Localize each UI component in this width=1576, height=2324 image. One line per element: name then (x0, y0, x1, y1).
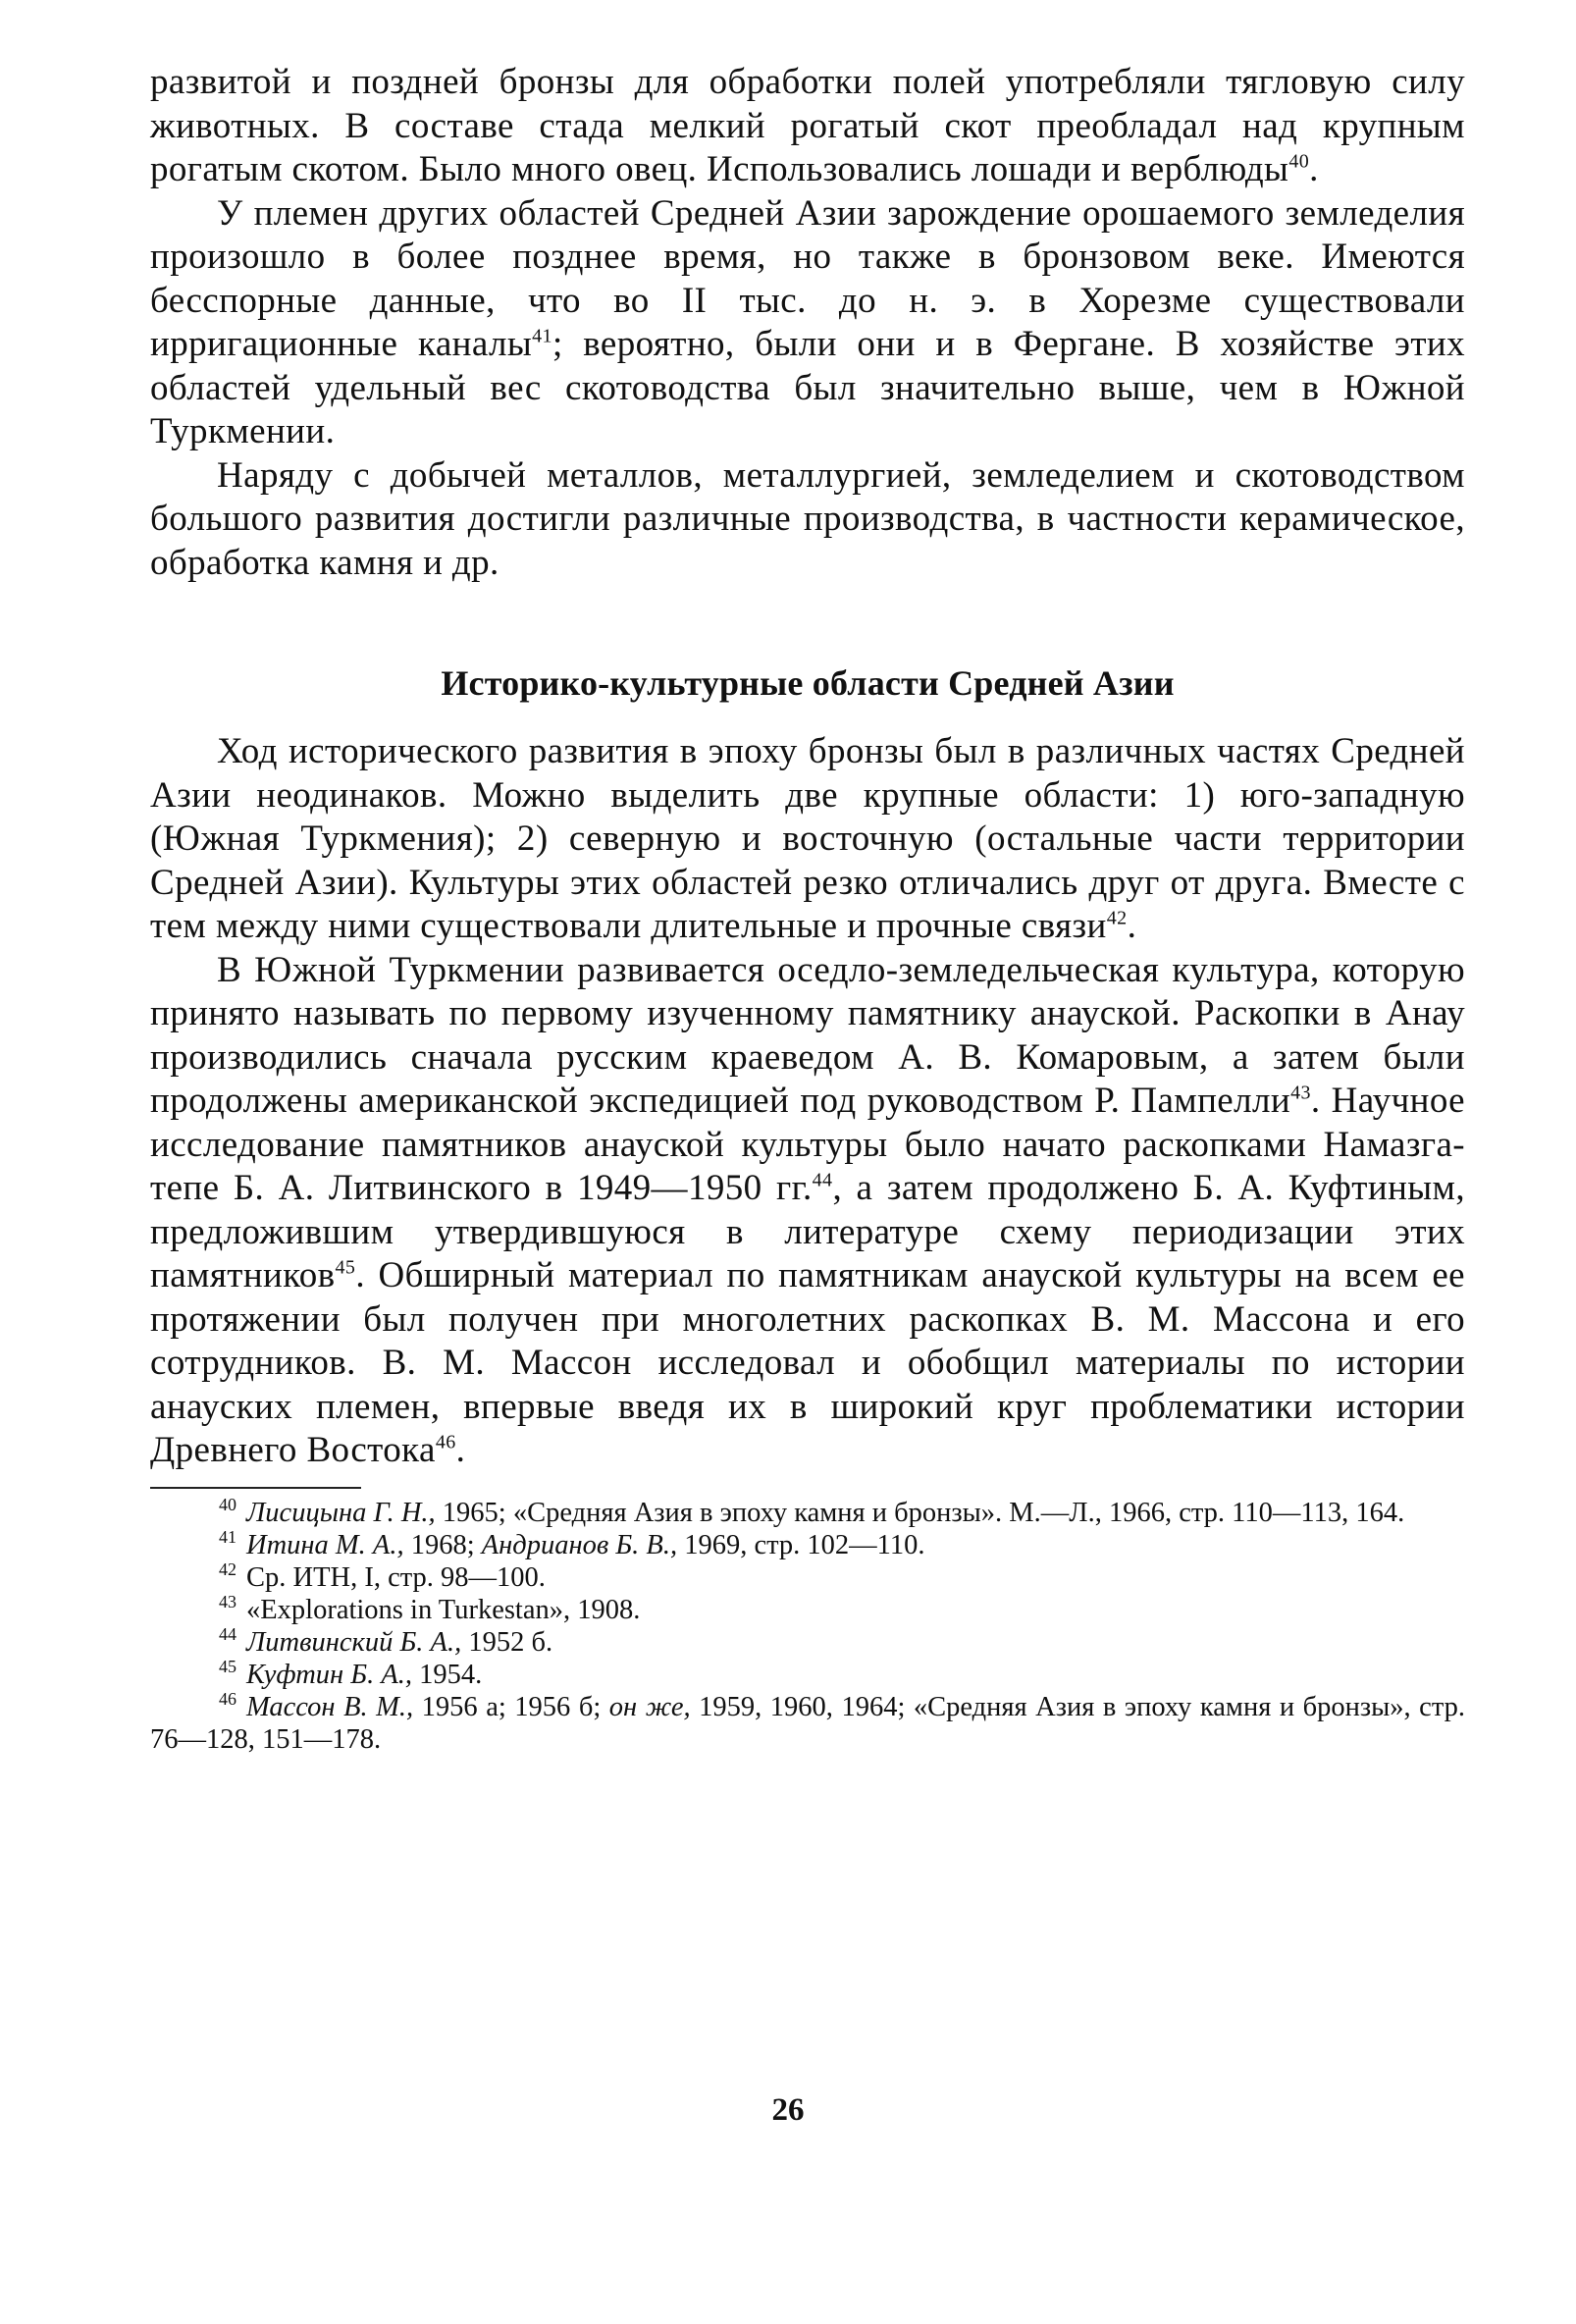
footnote-ref-44[interactable]: 44 (812, 1169, 833, 1191)
footnote-text: 1952 б. (461, 1626, 553, 1658)
footnote-ref-42[interactable]: 42 (1106, 907, 1128, 929)
footnote-author: Литвинский Б. А., (246, 1626, 462, 1658)
footnote-text-2: 1969, стр. 102—110. (677, 1529, 925, 1560)
footnote-author: Массон В. М., (246, 1691, 414, 1722)
footnote-number: 41 (219, 1527, 236, 1547)
footnote-author-2: он же, (608, 1691, 691, 1722)
footnote-number: 45 (219, 1657, 236, 1676)
footnote-ref-41[interactable]: 41 (532, 325, 552, 347)
paragraph-5-text-d: . Обширный материал по памятникам анауской культуры на всем ее протяжении был получен при многолетних раскопках В. М. Массона и его сотрудников. В. М. Массон исследовал и обобщил материалы по истории анауских племен, впервые введя их в широкий круг проблематики истории Древнего Востока (150, 1255, 1465, 1470)
footnote-46 (150, 1691, 1465, 1756)
paragraph-5-text-c: , а затем продолжено Б. А. Куфтиным, предложившим утвердившуюся в литературе схему периодизации этих памятников (150, 1168, 1465, 1295)
paragraph-5-text-b: . Научное исследование памятников анауской культуры было начато раскопками Намазга-тепе Б. А. Литвинского в 1949—1950 гг. (150, 1081, 1465, 1208)
footnote-divider (150, 1487, 361, 1489)
footnote-40 (150, 1497, 1465, 1529)
footnote-author: Лисицына Г. Н., (246, 1497, 436, 1528)
footnote-43 (150, 1594, 1465, 1626)
paragraph-5 (150, 949, 1465, 1473)
paragraph-1 (150, 61, 1465, 192)
footnote-45 (150, 1659, 1465, 1691)
footnote-ref-45[interactable]: 45 (335, 1256, 356, 1279)
footnote-text: 1965; «Средняя Азия в эпоху камня и бронзы». М.—Л., 1966, стр. 110—113, 164. (435, 1497, 1405, 1528)
footnote-text: Ср. ИТН, I, стр. 98—100. (246, 1561, 546, 1593)
paragraph-5-tail: . (455, 1430, 466, 1470)
footnote-number: 44 (219, 1624, 236, 1644)
paragraph-2-text: У племен других областей Средней Азии зарождение орошаемого земледелия произошло в более позднее время, но также в бронзовом веке. Имеются бесспорные данные, что во II тыс. до н. э. в Хорезме существовали ирригационные каналы (150, 192, 1465, 364)
footnote-text-2: 1959, 1960, 1964; «Средняя Азия в эпоху камня и бронзы», стр. 76—128, 151—178. (150, 1691, 1465, 1755)
footnote-author: Итина М. А., (246, 1529, 404, 1560)
paragraph-2 (150, 192, 1465, 454)
footnotes (150, 1497, 1465, 1756)
paragraph-2-tail: ; вероятно, были они и в Фергане. В хозяйстве этих областей удельный вес скотоводства был значительно выше, чем в Южной Туркмении. (150, 324, 1465, 451)
footnote-number: 46 (219, 1689, 236, 1709)
footnote-text: «Explorations in Turkestan», 1908. (246, 1594, 641, 1625)
paragraph-4-text: Ход исторического развития в эпоху бронзы был в различных частях Средней Азии неодинаков. Можно выделить две крупные области: 1) юго-западную (Южная Туркмения); 2) северную и восточную (остальные части территории Средней Азии). Культуры этих областей резко отличались друг от друга. Вместе с тем между ними существовали длительные и прочные связи (150, 731, 1465, 946)
footnote-number: 43 (219, 1592, 236, 1611)
paragraph-4 (150, 730, 1465, 949)
paragraph-1-tail: . (1309, 149, 1319, 189)
footnote-author: Куфтин Б. А., (246, 1659, 413, 1690)
paragraph-5-text: В Южной Туркмении развивается оседло-земледельческая культура, которую принято называть по первому изученному памятнику анауской. Раскопки в Анау производились сначала русским краеведом А. В. Комаровым, а затем были продолжены американской экспедицией под руководством Р. Пампелли (150, 949, 1465, 1121)
paragraph-3-text: Наряду с добычей металлов, металлургией, земледелием и скотоводством большого развития достигли различные производства, в частности керамическое, обработка камня и др. (150, 454, 1465, 583)
footnote-text: 1954. (412, 1659, 483, 1690)
footnote-42 (150, 1561, 1465, 1594)
footnote-ref-46[interactable]: 46 (435, 1431, 456, 1453)
footnote-number: 42 (219, 1559, 236, 1579)
footnote-number: 40 (219, 1495, 236, 1514)
footnote-text: 1956 а; 1956 б; (413, 1691, 609, 1722)
paragraph-4-tail: . (1127, 906, 1137, 946)
footnote-ref-40[interactable]: 40 (1288, 150, 1310, 173)
page-body (150, 61, 1465, 1756)
footnote-44 (150, 1626, 1465, 1659)
footnote-41 (150, 1529, 1465, 1561)
footnote-ref-43[interactable]: 43 (1290, 1082, 1311, 1104)
paragraph-3 (150, 454, 1465, 586)
footnote-author-2: Андрианов Б. В., (481, 1529, 678, 1560)
page-number: 26 (771, 2092, 805, 2128)
section-heading: Историко-культурные области Средней Азии (441, 663, 1175, 703)
footnote-text: 1968; (403, 1529, 482, 1560)
paragraph-1-text: развитой и поздней бронзы для обработки полей употребляли тягловую силу животных. В составе стада мелкий рогатый скот преобладал над крупным рогатым скотом. Было много овец. Использовались лошади и верблюды (150, 62, 1465, 189)
